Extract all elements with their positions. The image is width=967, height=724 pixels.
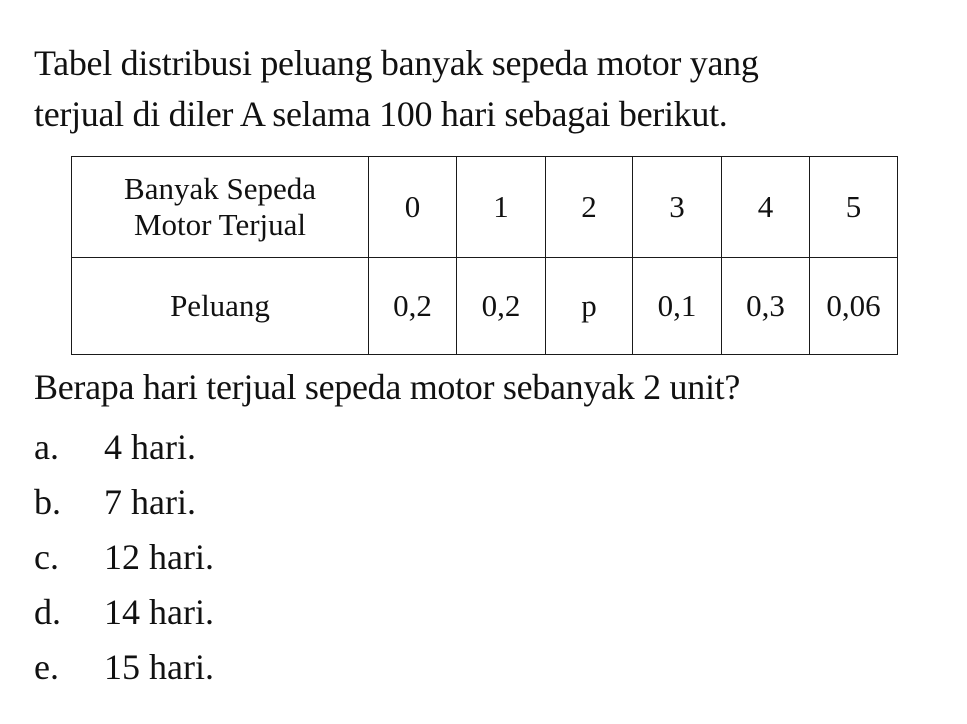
option-a[interactable] bbox=[34, 420, 214, 475]
intro-line-2: terjual di diler A selama 100 hari sebagai berikut. bbox=[34, 94, 728, 134]
x-value-cell: 3 bbox=[633, 157, 722, 258]
table-row-probability bbox=[72, 258, 898, 355]
intro-line-1: Tabel distribusi peluang banyak sepeda motor yang bbox=[34, 43, 759, 83]
option-b[interactable] bbox=[34, 475, 214, 530]
probability-cell: 0,2 bbox=[457, 258, 546, 355]
probability-cell: 0,2 bbox=[369, 258, 457, 355]
option-text: 14 hari. bbox=[104, 592, 214, 632]
x-value-cell: 5 bbox=[810, 157, 898, 258]
option-d[interactable] bbox=[34, 585, 214, 640]
option-text: 15 hari. bbox=[104, 647, 214, 687]
option-text: 7 hari. bbox=[104, 482, 196, 522]
x-value-cell: 0 bbox=[369, 157, 457, 258]
option-letter: b. bbox=[34, 482, 61, 522]
probability-cell: 0,06 bbox=[810, 258, 898, 355]
x-value-cell: 4 bbox=[722, 157, 810, 258]
answer-options bbox=[34, 420, 214, 695]
probability-cell: p bbox=[546, 258, 633, 355]
row-label-probability: Peluang bbox=[72, 258, 369, 355]
header-cell-sales-count bbox=[72, 157, 369, 258]
option-c[interactable] bbox=[34, 530, 214, 585]
probability-distribution-table bbox=[71, 156, 898, 355]
table-row-sales-count bbox=[72, 157, 898, 258]
x-value-cell: 1 bbox=[457, 157, 546, 258]
option-letter: d. bbox=[34, 592, 61, 632]
option-text: 12 hari. bbox=[104, 537, 214, 577]
option-letter: a. bbox=[34, 427, 59, 467]
probability-cell: 0,1 bbox=[633, 258, 722, 355]
header-label-line-1: Banyak Sepeda bbox=[124, 171, 316, 206]
option-e[interactable] bbox=[34, 640, 214, 695]
option-letter: c. bbox=[34, 537, 59, 577]
x-value-cell: 2 bbox=[546, 157, 633, 258]
problem-intro bbox=[34, 38, 939, 140]
probability-cell: 0,3 bbox=[722, 258, 810, 355]
question-text: Berapa hari terjual sepeda motor sebanyak 2 unit? bbox=[34, 367, 741, 407]
header-label-line-2: Motor Terjual bbox=[133, 207, 307, 242]
option-letter: e. bbox=[34, 647, 59, 687]
option-text: 4 hari. bbox=[104, 427, 196, 467]
